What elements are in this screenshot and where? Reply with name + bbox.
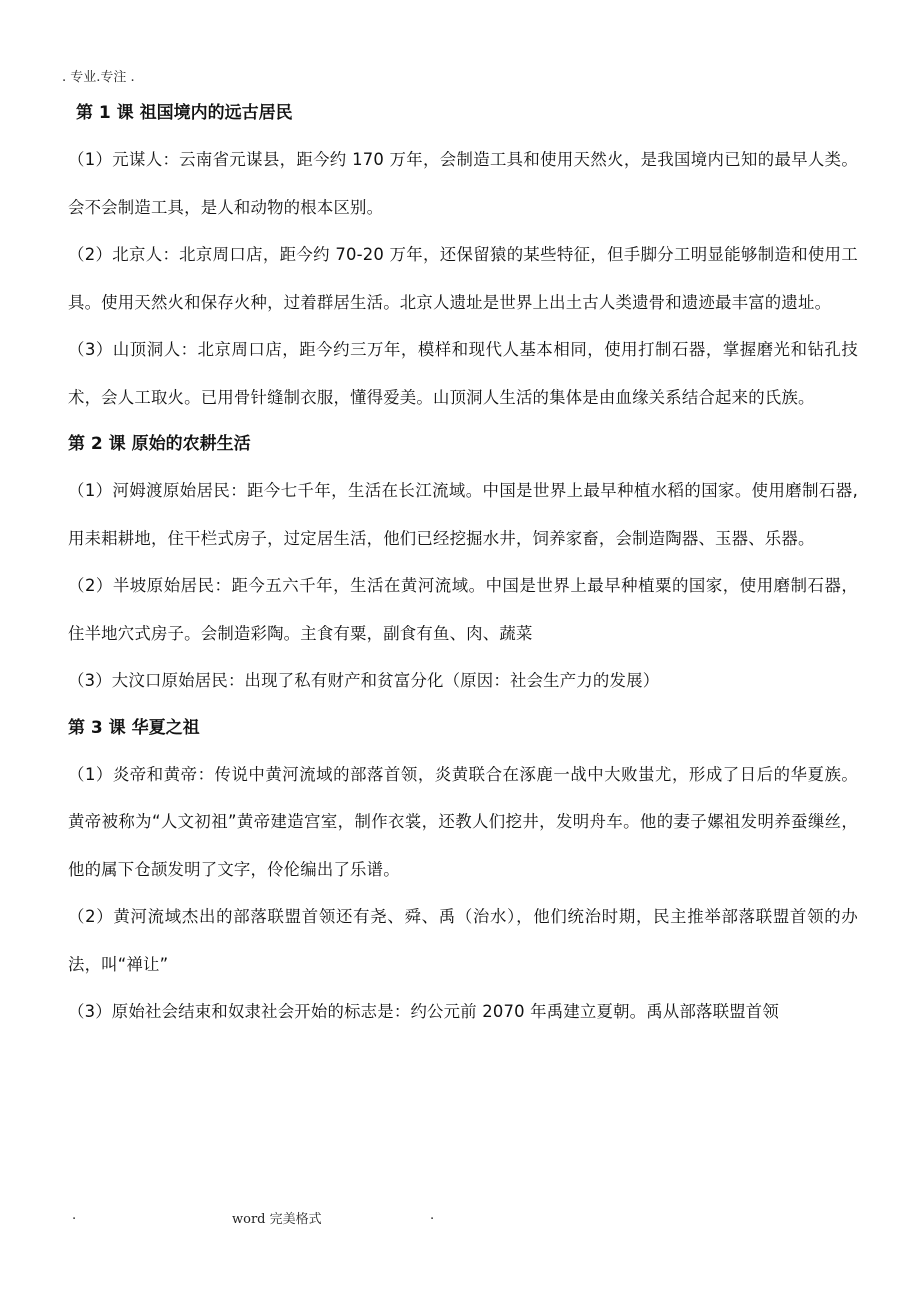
lesson-1-item-1: （1）元谋人：云南省元谋县，距今约 170 万年，会制造工具和使用天然火，是我国境内已知的最早人类。会不会制造工具，是人和动物的根本区别。 (68, 150, 858, 217)
lesson-1-title: 第 1 课 祖国境内的远古居民 (76, 103, 293, 123)
page-footer (0, 1208, 920, 1228)
lesson-3-item-2: （2）黄河流域杰出的部落联盟首领还有尧、舜、禹（治水），他们统治时期，民主推举部落联盟首领的办法，叫“禅让” (68, 907, 858, 974)
page-header: . 专业.专注 . (62, 70, 135, 85)
footer-center-text: word 完美格式 (232, 1212, 322, 1227)
lesson-2-item-2: （2）半坡原始居民：距今五六千年，生活在黄河流域。中国是世界上最早种植粟的国家，使用磨制石器，住半地穴式房子。会制造彩陶。主食有粟，副食有鱼、肉、蔬菜 (68, 576, 858, 643)
lesson-3-item-1: （1）炎帝和黄帝：传说中黄河流域的部落首领，炎黄联合在涿鹿一战中大败蚩尤，形成了日后的华夏族。黄帝被称为“人文初祖”黄帝建造宫室，制作衣裳，还教人们挖井，发明舟车。他的妻子嫘祖发明养蚕缫丝，他的属下仓颉发明了文字，伶伦编出了乐谱。 (68, 764, 858, 879)
lesson-1-item-2: （2）北京人：北京周口店，距今约 70-20 万年，还保留猿的某些特征，但手脚分工明显能够制造和使用工具。使用天然火和保存火种，过着群居生活。北京人遗址是世界上出土古人类遗骨和遗迹最丰富的遗址。 (68, 245, 858, 312)
lesson-3-title: 第 3 课 华夏之祖 (68, 717, 200, 738)
document-body (68, 90, 858, 1036)
lesson-3-item-3: （3）原始社会结束和奴隶社会开始的标志是：约公元前 2070 年禹建立夏朝。禹从部落联盟首领 (68, 1002, 779, 1021)
footer-left-mark: . (72, 1208, 77, 1223)
lesson-1-item-3: （3）山顶洞人：北京周口店，距今约三万年，模样和现代人基本相同，使用打制石器，掌握磨光和钻孔技术，会人工取火。已用骨针缝制衣服，懂得爱美。山顶洞人生活的集体是由血缘关系结合起来的氏族。 (68, 340, 858, 407)
footer-right-mark: . (430, 1208, 435, 1223)
lesson-2-title: 第 2 课 原始的农耕生活 (68, 434, 251, 454)
lesson-2-item-1: （1）河姆渡原始居民：距今七千年，生活在长江流域。中国是世界上最早种植水稻的国家。使用磨制石器,用耒耜耕地，住干栏式房子，过定居生活，他们已经挖掘水井，饲养家畜，会制造陶器、玉器、乐器。 (68, 481, 858, 548)
lesson-2-item-3: （3）大汶口原始居民：出现了私有财产和贫富分化（原因：社会生产力的发展） (68, 671, 660, 690)
